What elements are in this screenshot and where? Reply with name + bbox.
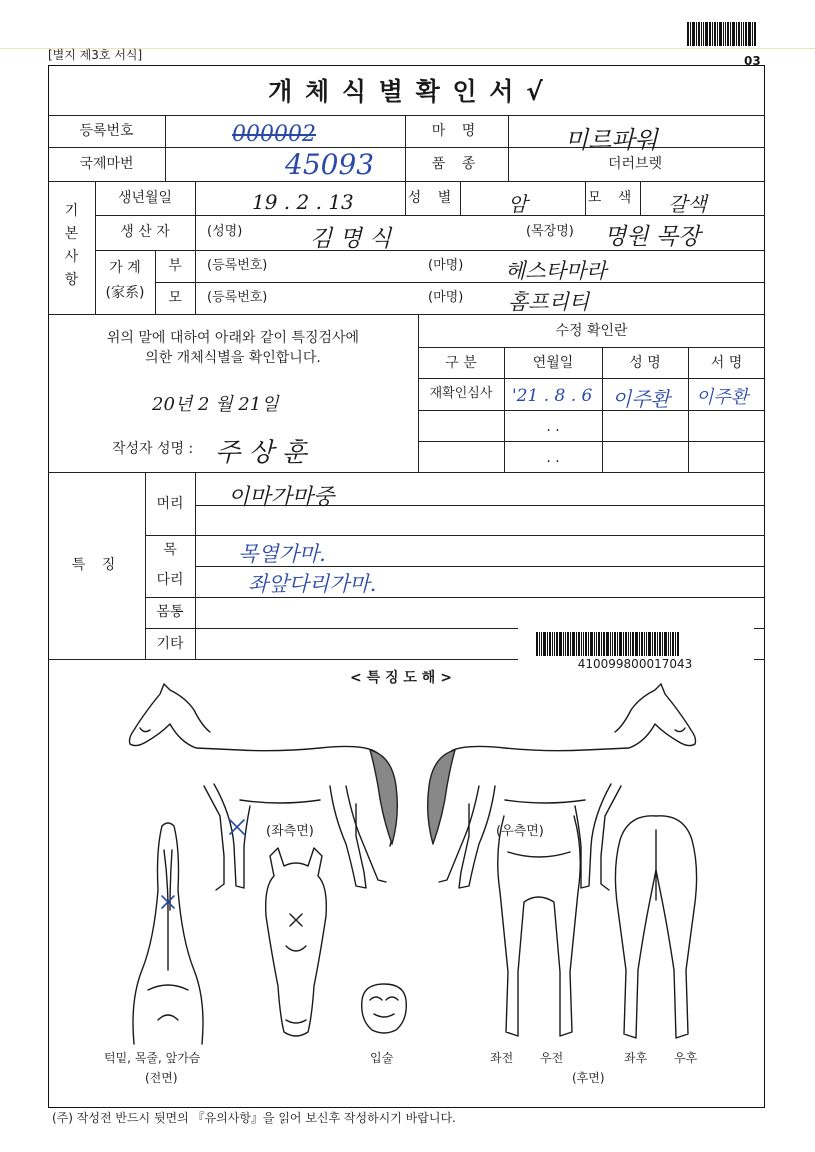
revision-row1-date: '21 . 8 . 6 [512, 386, 593, 406]
body-label: 몸통 [156, 604, 184, 620]
leg-label: 다리 [156, 572, 184, 588]
neck-value: 목열가마. [238, 542, 326, 566]
breed-value: 더러브렛 [608, 156, 663, 172]
sex-label: 성 별 [407, 190, 458, 206]
reg-no-label: 등록번호 [79, 123, 134, 139]
farm-name: 명원 목장 [604, 224, 701, 250]
revision-header-type: 구 분 [445, 355, 477, 371]
dam-reg-paren: (등록번호) [207, 290, 268, 305]
writer-signature: 주 상 훈 [215, 438, 307, 468]
family-label: 가 계 [109, 260, 141, 276]
front-caption: 턱밑, 목줄, 앞가슴 [104, 1051, 201, 1065]
page-number: 03 [744, 54, 761, 68]
revision-row1-name: 이주환 [612, 387, 670, 411]
breeder-name: 김 명 식 [310, 226, 392, 252]
basic-label-2: 본 [64, 226, 79, 242]
form-label: [별지 제3호 서식] [48, 48, 143, 62]
head-front-figure [256, 846, 336, 1042]
etc-label: 기타 [156, 636, 184, 652]
reg-no-value: 000002 [232, 122, 316, 147]
left-fore-label: 좌전 [490, 1051, 514, 1065]
revision-row2-date: . . [546, 419, 560, 435]
leg-value: 좌앞다리가마. [248, 572, 377, 596]
right-side-label: (우측면) [496, 824, 544, 839]
horse-name-value: 미르파워 [565, 126, 658, 154]
revision-title: 수정 확인란 [555, 323, 628, 339]
dam-name: 홈프리티 [508, 290, 590, 314]
intl-no-label: 국제마번 [79, 156, 134, 172]
neck-label: 목 [163, 542, 177, 558]
dam-label: 모 [168, 290, 182, 306]
front-neck-figure [128, 820, 208, 1046]
confirm-line-1: 위의 말에 대하여 아래와 같이 특징검사에 [106, 330, 360, 346]
right-hind-label: 우후 [674, 1051, 698, 1065]
right-fore-label: 우전 [540, 1051, 564, 1065]
birth-label: 생년월일 [117, 190, 173, 206]
rear-label: (후면) [572, 1071, 605, 1085]
sire-name: 헤스타마라 [505, 259, 607, 283]
revision-row1-sign: 이주환 [696, 387, 749, 408]
sire-horse-paren: (마명) [428, 258, 464, 273]
confirm-date: 20년 2 월 21일 [152, 394, 279, 415]
diagram-title: < 특 징 도 해 > [350, 670, 452, 686]
family-label-hanja: (家系) [105, 285, 145, 301]
top-barcode [687, 22, 763, 46]
lip-figure [354, 980, 414, 1036]
color-value: 갈색 [668, 192, 707, 216]
barcode [536, 632, 734, 656]
basic-label-4: 항 [64, 272, 79, 288]
revision-header-sign: 서 명 [710, 355, 743, 371]
dam-horse-paren: (마명) [428, 290, 464, 305]
lip-label: 입술 [370, 1051, 394, 1065]
farm-name-paren: (목장명) [526, 224, 574, 239]
breeder-name-paren: (성명) [207, 224, 243, 239]
basic-label-1: 기 [64, 203, 79, 219]
breeder-label: 생 산 자 [120, 224, 170, 240]
sex-value: 암 [508, 192, 528, 216]
rear-view-figure [610, 810, 702, 1046]
revision-header-name: 성 명 [629, 355, 661, 371]
revision-row3-date: . . [546, 450, 560, 466]
sire-label: 부 [168, 258, 182, 274]
front-label: (전면) [145, 1071, 178, 1085]
features-label: 특 징 [71, 557, 122, 573]
sire-reg-paren: (등록번호) [207, 258, 268, 273]
confirm-line-2: 의한 개체식별을 확인합니다. [145, 350, 321, 366]
revision-header-date: 연월일 [532, 355, 574, 371]
head-label: 머리 [156, 496, 184, 512]
barcode-number: 410099800017043 [577, 657, 693, 671]
left-hind-label: 좌후 [624, 1051, 648, 1065]
intl-no-value: 45093 [285, 148, 375, 181]
left-side-label: (좌측면) [266, 824, 314, 839]
front-legs-figure [484, 812, 594, 1044]
color-label: 모 색 [587, 190, 638, 206]
writer-label: 작성자 성명 : [112, 441, 194, 457]
revision-row1-type: 재확인심사 [429, 386, 493, 401]
basic-label-3: 사 [64, 249, 79, 265]
head-value: 이마가마중 [228, 485, 335, 510]
horse-name-label: 마 명 [431, 123, 482, 139]
form-title: 개 체 식 별 확 인 서 √ [268, 77, 545, 106]
breed-label: 품 종 [431, 156, 482, 172]
footer-note: (주) 작성전 반드시 뒷면의 『유의사항』을 읽어 보신후 작성하시기 바랍니다. [52, 1111, 456, 1125]
birth-value: 19 . 2 . 13 [252, 190, 354, 214]
